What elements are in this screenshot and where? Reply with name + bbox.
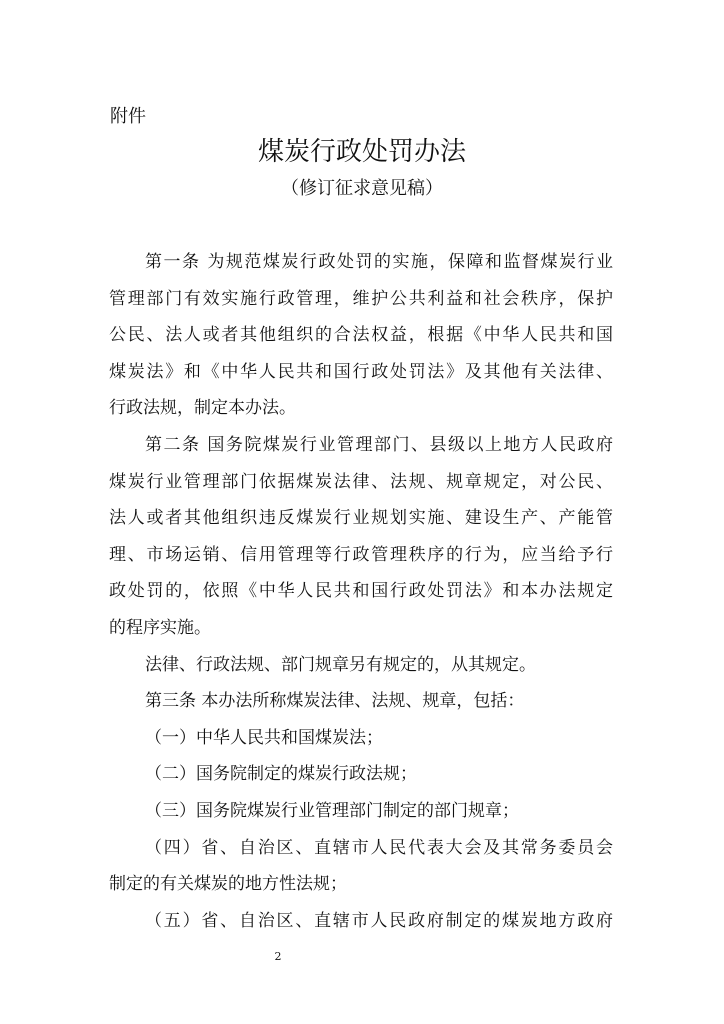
- document-body: [109, 244, 613, 939]
- article-3-line-1: 第三条 本办法所称煤炭法律、法规、规章，包括：: [145, 691, 525, 712]
- article-3-item-3: （三）国务院煤炭行业管理部门制定的部门规章；: [145, 800, 519, 821]
- article-2-line-2: 煤炭行业管理部门依据煤炭法律、法规、规章规定，对公民、: [109, 471, 613, 492]
- attachment-label: 附件: [110, 106, 146, 127]
- article-3-item-2: （二）国务院制定的煤炭行政法规；: [145, 764, 417, 785]
- article-1-line-5: 行政法规，制定本办法。: [109, 398, 296, 419]
- article-3-item-4-line-2: 制定的有关煤炭的地方性法规；: [109, 874, 347, 895]
- article-2-line-4: 理、市场运销、信用管理等行政管理秩序的行为，应当给予行: [109, 544, 613, 565]
- article-1-line-2: 管理部门有效实施行政管理，维护公共利益和社会秩序，保护: [109, 288, 613, 309]
- article-2-paragraph-2: 法律、行政法规、部门规章另有规定的，从其规定。: [145, 654, 536, 675]
- article-2-line-1: 第二条 国务院煤炭行业管理部门、县级以上地方人民政府: [145, 434, 613, 455]
- article-1-line-1: 第一条 为规范煤炭行政处罚的实施，保障和监督煤炭行业: [145, 252, 613, 272]
- article-1-line-3: 公民、法人或者其他组织的合法权益，根据《中华人民共和国: [109, 325, 613, 346]
- article-2-line-6: 的程序实施。: [109, 617, 211, 638]
- article-3-item-5-line-1: （五）省、自治区、直辖市人民政府制定的煤炭地方政府: [145, 910, 613, 931]
- page-number: 2: [274, 950, 282, 963]
- article-1-line-4: 煤炭法》和《中华人民共和国行政处罚法》及其他有关法律、: [109, 361, 613, 382]
- article-2-line-5: 政处罚的，依照《中华人民共和国行政处罚法》和本办法规定: [109, 581, 613, 602]
- document-subtitle: （修订征求意见稿）: [281, 178, 443, 199]
- article-3-item-1: （一）中华人民共和国煤炭法；: [145, 727, 383, 748]
- document-title: 煤炭行政处罚办法: [257, 137, 466, 167]
- article-2-line-3: 法人或者其他组织违反煤炭行业规划实施、建设生产、产能管: [109, 508, 613, 529]
- article-3-item-4-line-1: （四）省、自治区、直辖市人民代表大会及其常务委员会: [145, 837, 613, 858]
